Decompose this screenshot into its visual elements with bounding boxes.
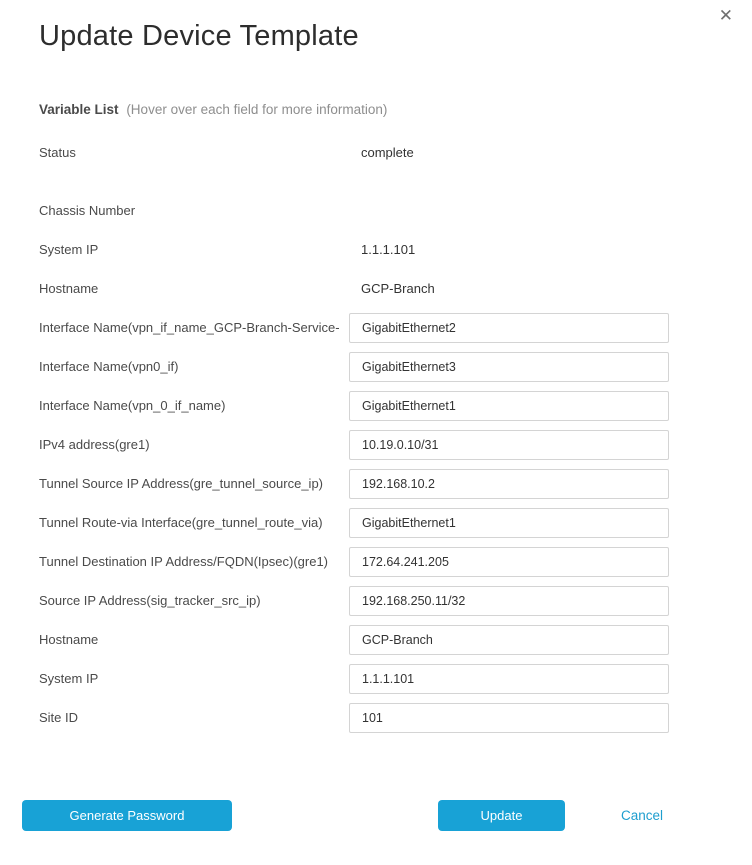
field-label: Status [39, 145, 76, 161]
field-label: Hostname [39, 632, 99, 648]
field-input[interactable] [349, 625, 669, 655]
dialog-footer [0, 800, 752, 831]
field-label: Source IP Address(sig_tracker_src_ip) [39, 593, 261, 609]
variable-row [39, 391, 752, 421]
field-input[interactable] [349, 352, 669, 382]
variable-row [39, 508, 752, 538]
variable-list-heading: Variable List [39, 101, 119, 117]
variable-row [39, 625, 752, 655]
field-label: Tunnel Route-via Interface(gre_tunnel_route_via) [39, 515, 323, 531]
field-label: Interface Name(vpn_if_name_GCP-Branch-Service- [39, 320, 340, 336]
field-label: Site ID [39, 710, 79, 726]
cancel-link[interactable]: Cancel [620, 807, 663, 823]
field-input[interactable] [349, 703, 669, 733]
field-input[interactable] [349, 664, 669, 694]
field-label: Tunnel Source IP Address(gre_tunnel_source_ip) [39, 476, 324, 492]
variable-row [39, 138, 752, 168]
variable-row [39, 586, 752, 616]
variable-row [39, 469, 752, 499]
footer-actions [438, 800, 663, 831]
variable-row [39, 352, 752, 382]
field-input[interactable] [349, 469, 669, 499]
field-input[interactable] [349, 547, 669, 577]
variable-row [39, 196, 752, 226]
field-input[interactable] [349, 430, 669, 460]
dialog-title: Update Device Template [39, 20, 359, 52]
field-input[interactable] [349, 508, 669, 538]
field-input[interactable] [349, 586, 669, 616]
field-label: Chassis Number [39, 203, 136, 219]
variable-list-hint: (Hover over each field for more information) [126, 101, 388, 117]
field-input[interactable] [349, 391, 669, 421]
field-input[interactable] [349, 313, 669, 343]
field-label: IPv4 address(gre1) [39, 437, 150, 453]
field-label: System IP [39, 242, 99, 258]
field-label: Interface Name(vpn0_if) [39, 359, 179, 375]
variable-row [39, 313, 752, 343]
field-label: System IP [39, 671, 99, 687]
variable-row [39, 235, 752, 265]
update-button[interactable]: Update [438, 800, 565, 831]
generate-password-button[interactable]: Generate Password [22, 800, 232, 831]
variable-list [0, 138, 752, 733]
variable-row [39, 703, 752, 733]
variable-row [39, 430, 752, 460]
close-icon[interactable]: ✕ [715, 4, 737, 28]
variable-list-header [0, 102, 752, 117]
field-value: complete [361, 145, 414, 161]
variable-row [39, 547, 752, 577]
field-value: 1.1.1.101 [361, 242, 416, 258]
field-label: Tunnel Destination IP Address/FQDN(Ipsec)(gre1) [39, 554, 329, 570]
variable-row [39, 274, 752, 304]
field-label: Hostname [39, 281, 99, 297]
field-label: Interface Name(vpn_0_if_name) [39, 398, 226, 414]
field-value: GCP-Branch [361, 281, 435, 297]
variable-row [39, 664, 752, 694]
